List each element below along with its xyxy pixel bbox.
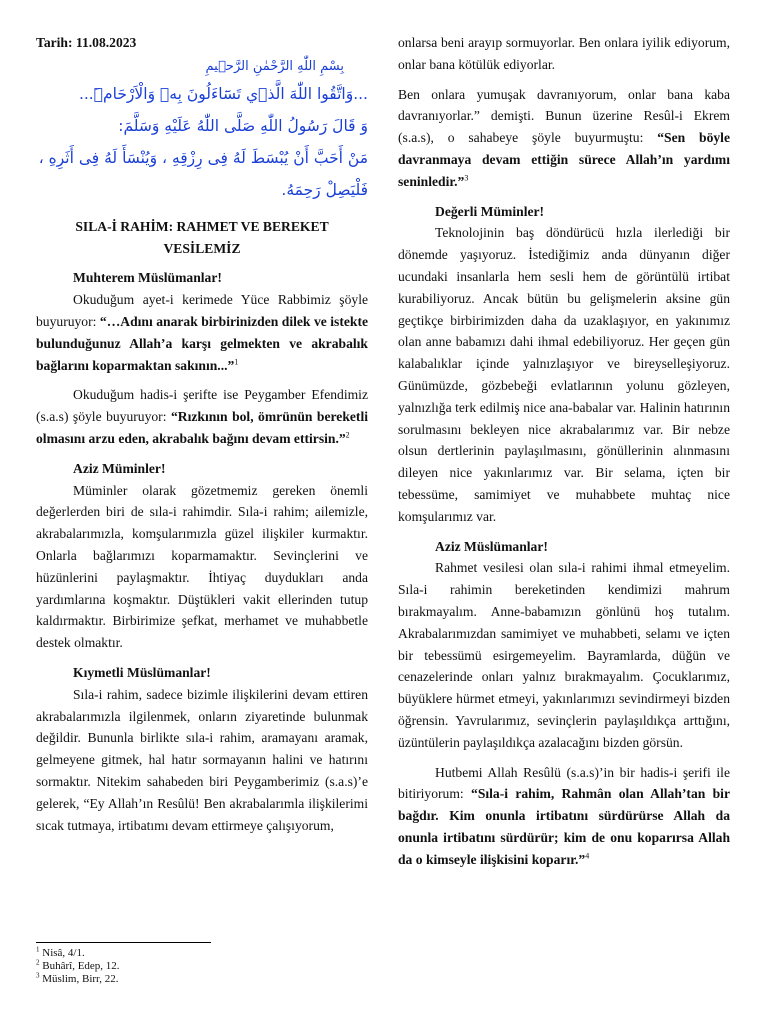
footnote: $^3$ Müslim, Birr, 22. <box>36 971 119 985</box>
footnote-divider <box>36 942 211 943</box>
hadith-quote: “Rızkının bol, ömrünün bereketli olmasını arzu eden, akrabalık bağını devam ettirsin.” <box>36 409 369 446</box>
reply-quote: “Sen böyle davranmaya devam ettiğin sürece Allah’ın yardımı seninledir.” <box>398 130 730 189</box>
paragraph-advice: Rahmet vesilesi olan sıla-i rahimi ihmal etmeyelim. Sıla-i rahimin bereketinden kendimizi mahrum bırakmayalım. Anne-babamızın gönlünü hoş tutalım. Akrabalarımızdan samimiyet ve muhabbeti, selamı ve içten bir tebessümü esirgemeyelim. Bayramlarda, düğün ve cenazelerinde onları yalnız bırakmayalım. Çocuklarımız, büyüklere hürmet etmeyi, yakınlarımızı sevindirmeyi bizden öğrensin. Yavrularımız, sevinçlerin paylaşıldıkça arttığını, üzüntülerin paylaşıldıkça azalacağını bizden görsün. <box>398 560 730 750</box>
paragraph-continued: onlarsa beni arayıp sormuyorlar. Ben onlara iyilik ediyorum, onlar bana kötülük ediyorlar. <box>398 35 730 72</box>
footnote: $^2$ Buhârî, Edep, 12. <box>36 958 120 972</box>
left-heading-2: Aziz Müminler! <box>73 460 166 476</box>
left-heading-1: Muhterem Müslümanlar! <box>73 270 222 286</box>
right-heading-2: Aziz Müslümanlar! <box>435 538 548 554</box>
footnote-ref-3: 3 <box>464 173 469 183</box>
paragraph-prophet-reply <box>398 84 730 193</box>
footnotes <box>36 947 120 986</box>
footnote-ref-2: 2 <box>345 430 350 440</box>
sermon-date: Tarih: 11.08.2023 <box>36 35 137 50</box>
paragraph-hadith <box>36 384 368 449</box>
paragraph-verse <box>36 289 368 376</box>
closing-quote: “Sıla-i rahim, Rahmân olan Allah’tan bir bağdır. Kim onunla irtibatını sürdürürse Allah da onunla irtibatını sürdürür; kim de onu koparırsa Allah da o kimseyle ilişkisini koparır.” <box>398 786 730 867</box>
footnote: $^1$ Nisâ, 4/1. <box>36 945 85 959</box>
verse-quote: “…Adını anarak birbirinizden dilek ve istekte bulunduğunuz Allah’a karşı gelmekten ve akrabalık bağlarını koparmaktan sakının...” <box>36 313 369 373</box>
right-heading-1: Değerli Müminler! <box>435 203 545 219</box>
footnote-ref-4: 4 <box>585 851 590 861</box>
arabic-verse: ...وَاتَّقُوا اللّٰهَ الَّذ۪ي تَسَٓاءَلُونَ بِه۪ وَالْاَرْحَامَۜ... <box>78 84 368 103</box>
right-column <box>398 32 730 870</box>
arabic-hadith-intro: وَ قَالَ رَسُولُ اللّٰهِ صَلَّى اللّٰهُ عَلَيْهِ وَسَلَّمَ: <box>118 116 368 135</box>
left-heading-3: Kıymetli Müslümanlar! <box>73 664 211 680</box>
paragraph-text: Hutbemi Allah Resûlü (s.a.s)’in bir hadis-i şerifi ile bitiriyorum: <box>398 764 730 802</box>
left-column <box>36 32 368 836</box>
paragraph-text: Ben onlara yumuşak davranıyorum, onlar bana kaba davranıyorlar.” demişti. Bunun üzerine Resûl-i Ekrem (s.a.s), o sahabeye şöyle buyurmuştu: <box>398 86 730 146</box>
paragraph-text: Okuduğum ayet-i kerimede Yüce Rabbimiz şöyle buyuruyor: <box>36 292 368 329</box>
sermon-title: SILA-İ RAHİM: RAHMET VE BEREKET VESİLEMİZ <box>75 218 329 256</box>
paragraph-technology: Teknolojinin baş döndürücü hızla ilerlediği bir dönemde yaşıyoruz. İstediğimiz anda dünyanın diğer ucundaki insanlarla hem sesli hem de görüntülü irtibat kurabiliyoruz. Ancak bütün bu gelişmelerin aksine gün geçtikçe birbirimizden daha da uzaklaşıyor, en yakınımız olan anne babamızı dahi ihmal edebiliyoruz. Her geçen gün kalabalıklar içinde yalnızlaşıyor ve bireyselleşiyoruz. Günümüzde, gözbebeği evlatlarının yolunu gözleyen, yalnızlığa terk edilmiş nice ana-babalar var. Halinin hatırının sorulmasını bekleyen nice akrabalarımız var. Bir nebze olsun dertlerinin paylaşılmasını, gönüllerinin alınmasını dileyen nice yakınlarımız var. Bir selama, içten bir tebessüme, samimiyet ve muhabbete muhtaç nice komşularımız var. <box>398 225 730 524</box>
paragraph-definition: Müminler olarak gözetmemiz gereken önemli değerlerden biri de sıla-i rahimdir. Sıla-i rahim; ailemizle, akrabalarımızla, komşularımızla güzel ilişkiler kurmaktır. Onlarla bağlarımızı koparmamaktır. Sevinçlerini ve hüzünlerini paylaşmaktır. İhtiyaç duydukları anda yardımlarına koşmaktır. Düştükleri vakit ellerinden tutup kaldırmaktır. Birbirimize şefkat, merhamet ve muhabbetle destek olmaktır. <box>36 482 368 651</box>
paragraph-text: Okuduğum hadis-i şerifte ise Peygamber Efendimiz (s.a.s) şöyle buyuruyor: <box>36 387 368 425</box>
footnote-ref-1: 1 <box>234 357 239 367</box>
paragraph-closing <box>398 762 730 871</box>
basmala: بِسْمِ اللّٰهِ الرَّحْمٰنِ الرَّح۪يمِ <box>205 58 344 74</box>
arabic-hadith: مَنْ أَحَبَّ أَنْ يُبْسَطَ لَهُ فِى رِزْقِهِ ، وَيُنْسَأَ لَهُ فِى أَثَرِهِ ، فَلْيَصِلْ رَحِمَهُ. <box>38 148 368 199</box>
paragraph-companion: Sıla-i rahim, sadece bizimle ilişkilerini devam ettiren akrabalarımızla ilgilenmek, onların ziyaretinde bulunmak değildir. Bununla birlikte sıla-i rahim, aramayanı aramak, gelmeyene gitmek, hal hatır sormayanın halini ve hatırını sormaktır. Nitekim sahabeden biri Peygamberimiz (s.a.s)’e gelerek, “Ey Allah’ın Resûlü! Ben akrabalarımla ilişkilerimi sıcak tutmaya, irtibatımı devam ettirmeye çalışıyorum, <box>36 686 368 833</box>
